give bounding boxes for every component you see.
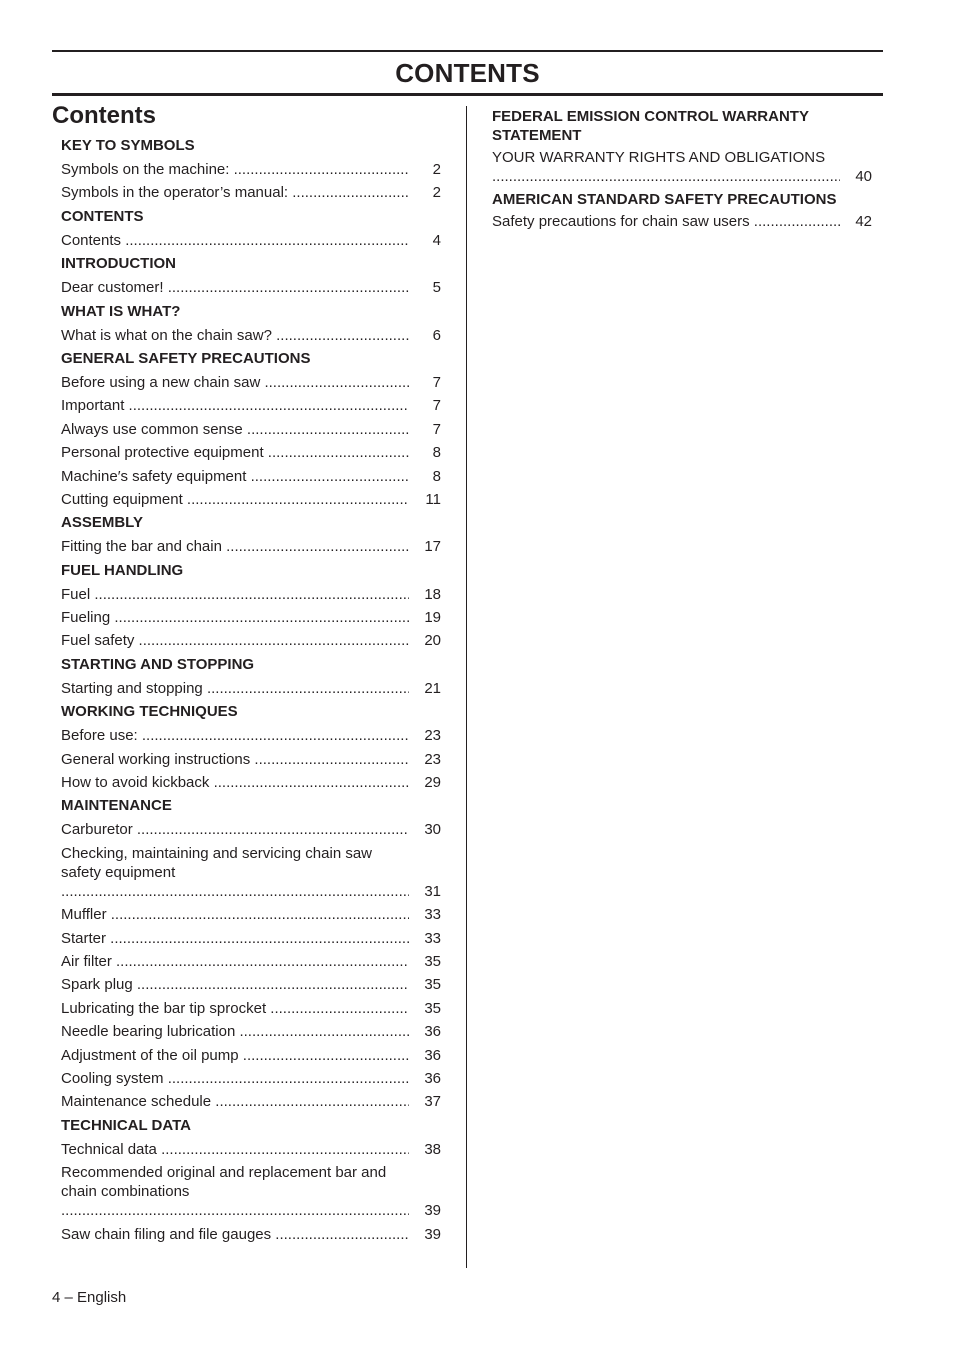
- toc-entry-title: Carburetor .....: [61, 820, 409, 839]
- toc-entry[interactable]: [61, 952, 441, 971]
- toc-entry-title: Fueling .....: [61, 608, 409, 627]
- toc-entry[interactable]: [61, 1022, 441, 1041]
- toc-entry-page: 7: [432, 373, 441, 391]
- toc-section-heading: FEDERAL EMISSION CONTROL WARRANTY STATEMENT: [492, 108, 809, 144]
- toc-entry[interactable]: [61, 537, 441, 556]
- toc-entry[interactable]: [61, 750, 441, 769]
- toc-entry-page: 8: [432, 444, 441, 462]
- toc-entry-page: 23: [424, 727, 441, 745]
- title-underline: [52, 93, 883, 96]
- toc-entry-title: Always use common sense .....: [61, 420, 409, 439]
- toc-entry[interactable]: [61, 160, 441, 179]
- toc-entry-title: Cutting equipment .....: [61, 490, 409, 509]
- toc-entry[interactable]: [61, 679, 441, 698]
- toc-entry-title: Starting and stopping .....: [61, 679, 409, 698]
- toc-entry-title: Dear customer! .....: [61, 278, 409, 297]
- toc-entry-title: Starter .....: [61, 929, 409, 948]
- toc-entry-page: 5: [432, 279, 441, 297]
- toc-entry-title: Air filter .....: [61, 952, 409, 971]
- toc-entry-title: YOUR WARRANTY RIGHTS AND OBLIGATIONS .....: [492, 148, 840, 186]
- toc-entry-page: 35: [424, 976, 441, 994]
- toc-entry-page: 33: [424, 906, 441, 924]
- toc-section-heading: WHAT IS WHAT?: [61, 302, 181, 320]
- toc-entry[interactable]: [61, 231, 441, 250]
- toc-entry-page: 23: [424, 750, 441, 768]
- toc-entry[interactable]: [61, 1140, 441, 1159]
- toc-entry-page: 39: [424, 1202, 441, 1220]
- toc-entry[interactable]: [61, 844, 441, 901]
- toc-entry-page: 20: [424, 632, 441, 650]
- toc-entry-title: Needle bearing lubrication .....: [61, 1022, 409, 1041]
- toc-entry-page: 17: [424, 538, 441, 556]
- toc-section-heading: INTRODUCTION: [61, 255, 176, 273]
- toc-entry[interactable]: [61, 420, 441, 439]
- toc-section-heading: FUEL HANDLING: [61, 561, 184, 579]
- toc-entry-title: Recommended original and replacement bar and chain combinations .....: [61, 1163, 409, 1220]
- toc-section-heading: AMERICAN STANDARD SAFETY PRECAUTIONS: [492, 191, 837, 208]
- toc-entry-title: Before use: .....: [61, 726, 409, 745]
- toc-section-heading: MAINTENANCE: [61, 797, 172, 815]
- toc-entry[interactable]: [61, 905, 441, 924]
- toc-entry-page: 38: [424, 1140, 441, 1158]
- toc-entry[interactable]: [492, 148, 872, 186]
- toc-section-heading: CONTENTS: [61, 207, 144, 225]
- toc-entry-title: Safety precautions for chain saw users .....: [492, 212, 840, 231]
- toc-entry-title: Muffler .....: [61, 905, 409, 924]
- toc-entry-page: 11: [425, 490, 441, 508]
- toc-entry[interactable]: [61, 975, 441, 994]
- toc-entry[interactable]: [61, 467, 441, 486]
- toc-entry-page: 36: [424, 1069, 441, 1087]
- toc-entry-title: Symbols in the operator’s manual: .....: [61, 183, 409, 202]
- toc-entry[interactable]: [61, 490, 441, 509]
- toc-entry[interactable]: [61, 396, 441, 415]
- toc-entry-page: 39: [424, 1225, 441, 1243]
- toc-entry[interactable]: [61, 585, 441, 604]
- toc-entry-page: 29: [424, 774, 441, 792]
- toc-entry-page: 2: [432, 161, 441, 178]
- toc-entry[interactable]: [61, 278, 441, 297]
- toc-entry-page: 2: [432, 184, 441, 202]
- toc-entry-title: Important .....: [61, 396, 409, 415]
- toc-entry[interactable]: [61, 929, 441, 948]
- toc-entry-page: 33: [424, 929, 441, 947]
- toc-left-column: [61, 136, 441, 1248]
- toc-entry-page: 18: [424, 585, 441, 603]
- toc-entry-title: Symbols on the machine: .....: [61, 160, 409, 179]
- top-rule: [52, 50, 883, 52]
- toc-right-column: [492, 107, 872, 235]
- toc-entry-page: 7: [432, 420, 441, 438]
- toc-entry-title: Personal protective equipment .....: [61, 443, 409, 462]
- toc-entry-title: Spark plug .....: [61, 975, 409, 994]
- toc-entry-title: Maintenance schedule .....: [61, 1092, 409, 1111]
- toc-entry-title: Fuel .....: [61, 585, 409, 604]
- toc-section-heading: KEY TO SYMBOLS: [61, 137, 195, 154]
- toc-entry[interactable]: [61, 373, 441, 392]
- toc-entry-title: Saw chain filing and file gauges .....: [61, 1225, 409, 1244]
- toc-section-heading: STARTING AND STOPPING: [61, 655, 255, 673]
- toc-entry[interactable]: [61, 1092, 441, 1111]
- toc-entry[interactable]: [492, 212, 872, 231]
- toc-entry-page: 8: [432, 467, 441, 485]
- toc-entry[interactable]: [61, 183, 441, 202]
- toc-entry[interactable]: [61, 1046, 441, 1065]
- toc-heading: Contents: [52, 102, 156, 129]
- toc-entry-page: 31: [424, 882, 441, 900]
- toc-entry-title: What is what on the chain saw? .....: [61, 326, 409, 345]
- toc-section-heading: GENERAL SAFETY PRECAUTIONS: [61, 349, 311, 367]
- toc-entry[interactable]: [61, 1069, 441, 1088]
- toc-entry[interactable]: [61, 631, 441, 650]
- page-footer: 4 – English: [52, 1289, 127, 1306]
- toc-entry-page: 37: [424, 1093, 441, 1111]
- toc-entry-page: 6: [432, 326, 441, 344]
- page-title: CONTENTS: [395, 58, 540, 88]
- toc-section-heading: TECHNICAL DATA: [61, 1116, 191, 1134]
- toc-entry-title: Contents .....: [61, 231, 409, 250]
- toc-entry-title: Machine′s safety equipment .....: [61, 467, 409, 486]
- toc-entry[interactable]: [61, 608, 441, 627]
- toc-entry[interactable]: [61, 999, 441, 1018]
- toc-entry-page: 30: [424, 821, 441, 839]
- toc-entry[interactable]: [61, 773, 441, 792]
- toc-entry-title: Fuel safety .....: [61, 631, 409, 650]
- toc-entry-page: 19: [424, 609, 441, 627]
- toc-entry[interactable]: [61, 1225, 441, 1244]
- toc-entry-title: Fitting the bar and chain .....: [61, 537, 409, 556]
- toc-entry-title: How to avoid kickback .....: [61, 773, 409, 792]
- toc-section-heading: WORKING TECHNIQUES: [61, 703, 238, 721]
- toc-entry-title: Lubricating the bar tip sprocket .....: [61, 999, 409, 1018]
- toc-entry-page: 36: [424, 1023, 441, 1041]
- toc-entry[interactable]: [61, 820, 441, 839]
- toc-entry-title: Adjustment of the oil pump .....: [61, 1046, 409, 1065]
- toc-entry-page: 35: [424, 952, 441, 970]
- column-divider: [466, 106, 467, 1268]
- toc-entry[interactable]: [61, 726, 441, 745]
- toc-entry-page: 7: [432, 397, 441, 415]
- toc-entry-title: Checking, maintaining and servicing chain saw safety equipment .....: [61, 844, 409, 901]
- toc-entry-page: 21: [424, 679, 441, 697]
- toc-entry[interactable]: [61, 326, 441, 345]
- toc-entry[interactable]: [61, 443, 441, 462]
- toc-entry[interactable]: [61, 1163, 441, 1220]
- toc-entry-page: 36: [424, 1046, 441, 1064]
- toc-entry-page: 4: [432, 231, 441, 249]
- toc-entry-title: General working instructions .....: [61, 750, 409, 769]
- toc-entry-page: 42: [855, 213, 872, 230]
- toc-entry-page: 40: [855, 168, 872, 185]
- toc-entry-title: Technical data .....: [61, 1140, 409, 1159]
- toc-entry-title: Cooling system .....: [61, 1069, 409, 1088]
- toc-section-heading: ASSEMBLY: [61, 514, 143, 532]
- toc-entry-page: 35: [424, 999, 441, 1017]
- toc-entry-title: Before using a new chain saw .....: [61, 373, 409, 392]
